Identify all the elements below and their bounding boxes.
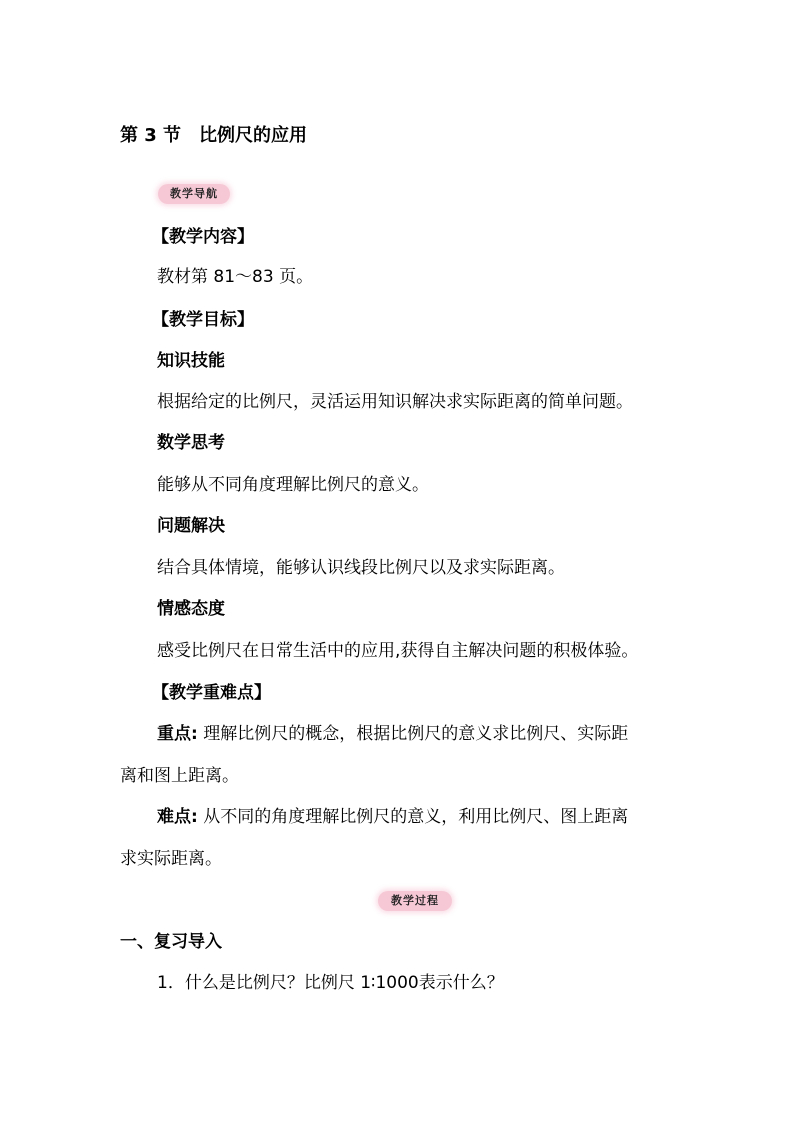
difficulty-text: 从不同的角度理解比例尺的意义，利用比例尺、图上距离 — [197, 807, 629, 827]
thinking-text: 能够从不同角度理解比例尺的意义。 — [157, 475, 429, 495]
focus-label: 重点: — [157, 724, 198, 744]
review-question-1: 1．什么是比例尺？比例尺 1∶1000表示什么？ — [157, 973, 504, 993]
teaching-goals-heading: 【教学目标】 — [152, 310, 254, 330]
teaching-content-text: 教材第 81～83 页。 — [157, 267, 314, 287]
focus-line-1 — [157, 723, 628, 745]
teaching-content-heading: 【教学内容】 — [152, 227, 254, 247]
problem-heading: 问题解决 — [157, 516, 225, 536]
difficulty-line-2: 求实际距离。 — [120, 849, 222, 869]
difficulty-line-1 — [157, 806, 628, 828]
focus-line-2: 离和图上距离。 — [120, 766, 239, 786]
focus-text: 理解比例尺的概念，根据比例尺的意义求比例尺、实际距 — [197, 724, 629, 744]
thinking-heading: 数学思考 — [157, 433, 225, 453]
knowledge-heading: 知识技能 — [157, 351, 225, 371]
teaching-guide-badge: 教学导航 — [158, 184, 230, 204]
knowledge-text: 根据给定的比例尺，灵活运用知识解决求实际距离的简单问题。 — [157, 392, 633, 412]
section-title: 第 3 节 比例尺的应用 — [120, 125, 308, 146]
review-heading: 一、复习导入 — [120, 932, 222, 952]
attitude-heading: 情感态度 — [157, 599, 225, 619]
key-points-heading: 【教学重难点】 — [152, 683, 271, 703]
attitude-text: 感受比例尺在日常生活中的应用,获得自主解决问题的积极体验。 — [157, 641, 639, 661]
teaching-process-badge: 教学过程 — [378, 891, 452, 911]
difficulty-label: 难点: — [157, 807, 198, 827]
problem-text: 结合具体情境，能够认识线段比例尺以及求实际距离。 — [157, 558, 565, 578]
